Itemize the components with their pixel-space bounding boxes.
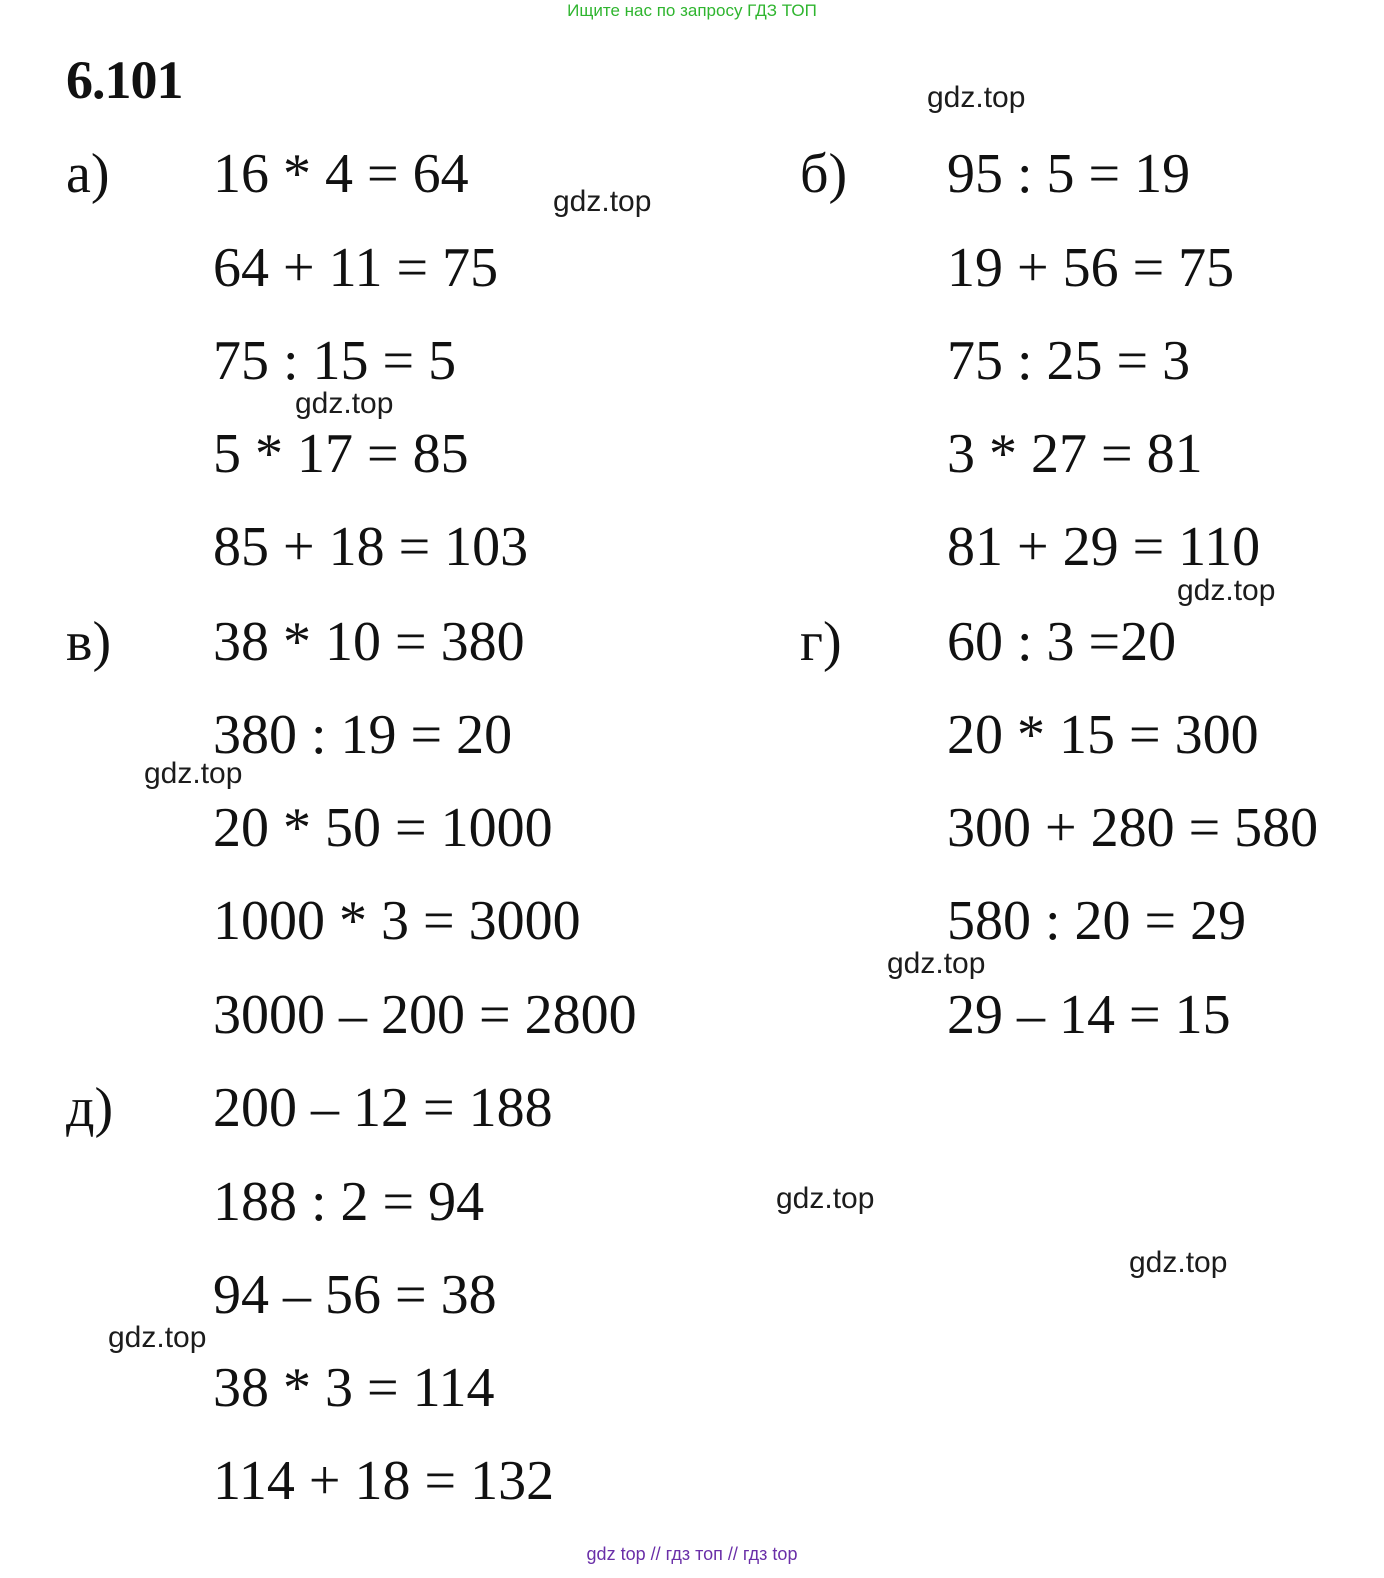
watermark: gdz.top bbox=[1177, 574, 1276, 607]
equation-a-3: 75 : 15 = 5 bbox=[213, 330, 457, 392]
part-label-b: б) bbox=[800, 143, 848, 205]
equation-d-5: 114 + 18 = 132 bbox=[213, 1450, 555, 1512]
equation-a-1: 16 * 4 = 64 bbox=[213, 143, 469, 205]
watermark: gdz.top bbox=[108, 1321, 207, 1354]
part-label-v: в) bbox=[66, 611, 112, 673]
equation-a-5: 85 + 18 = 103 bbox=[213, 516, 529, 578]
equation-b-1: 95 : 5 = 19 bbox=[947, 143, 1191, 205]
equation-d-4: 38 * 3 = 114 bbox=[213, 1357, 495, 1419]
footer-links: gdz top // гдз топ // гдз top bbox=[586, 1544, 798, 1564]
equation-g-4: 580 : 20 = 29 bbox=[947, 890, 1247, 952]
watermark: gdz.top bbox=[144, 757, 243, 790]
watermark: gdz.top bbox=[553, 185, 652, 218]
watermark: gdz.top bbox=[1129, 1246, 1228, 1279]
part-label-g: г) bbox=[800, 611, 842, 673]
top-banner: Ищите нас по запросу ГДЗ ТОП bbox=[567, 1, 817, 20]
equation-b-3: 75 : 25 = 3 bbox=[947, 330, 1191, 392]
part-label-d: д) bbox=[66, 1077, 114, 1139]
equation-b-4: 3 * 27 = 81 bbox=[947, 423, 1203, 485]
watermark: gdz.top bbox=[776, 1182, 875, 1215]
equation-g-1: 60 : 3 =20 bbox=[947, 611, 1177, 673]
equation-b-2: 19 + 56 = 75 bbox=[947, 237, 1235, 299]
watermark: gdz.top bbox=[887, 947, 986, 980]
equation-a-4: 5 * 17 = 85 bbox=[213, 423, 469, 485]
equation-d-1: 200 – 12 = 188 bbox=[213, 1077, 553, 1139]
equation-v-3: 20 * 50 = 1000 bbox=[213, 797, 553, 859]
watermark: gdz.top bbox=[927, 81, 1026, 114]
equation-v-2: 380 : 19 = 20 bbox=[213, 704, 513, 766]
equation-g-2: 20 * 15 = 300 bbox=[947, 704, 1259, 766]
equation-a-2: 64 + 11 = 75 bbox=[213, 237, 499, 299]
equation-v-4: 1000 * 3 = 3000 bbox=[213, 890, 581, 952]
equation-b-5: 81 + 29 = 110 bbox=[947, 516, 1261, 578]
problem-number: 6.101 bbox=[66, 50, 183, 110]
equation-v-5: 3000 – 200 = 2800 bbox=[213, 984, 637, 1046]
equation-v-1: 38 * 10 = 380 bbox=[213, 611, 525, 673]
watermark: gdz.top bbox=[295, 387, 394, 420]
equation-d-3: 94 – 56 = 38 bbox=[213, 1264, 497, 1326]
part-label-a: а) bbox=[66, 143, 110, 205]
equation-g-3: 300 + 280 = 580 bbox=[947, 797, 1319, 859]
equation-g-5: 29 – 14 = 15 bbox=[947, 984, 1231, 1046]
equation-d-2: 188 : 2 = 94 bbox=[213, 1171, 485, 1233]
